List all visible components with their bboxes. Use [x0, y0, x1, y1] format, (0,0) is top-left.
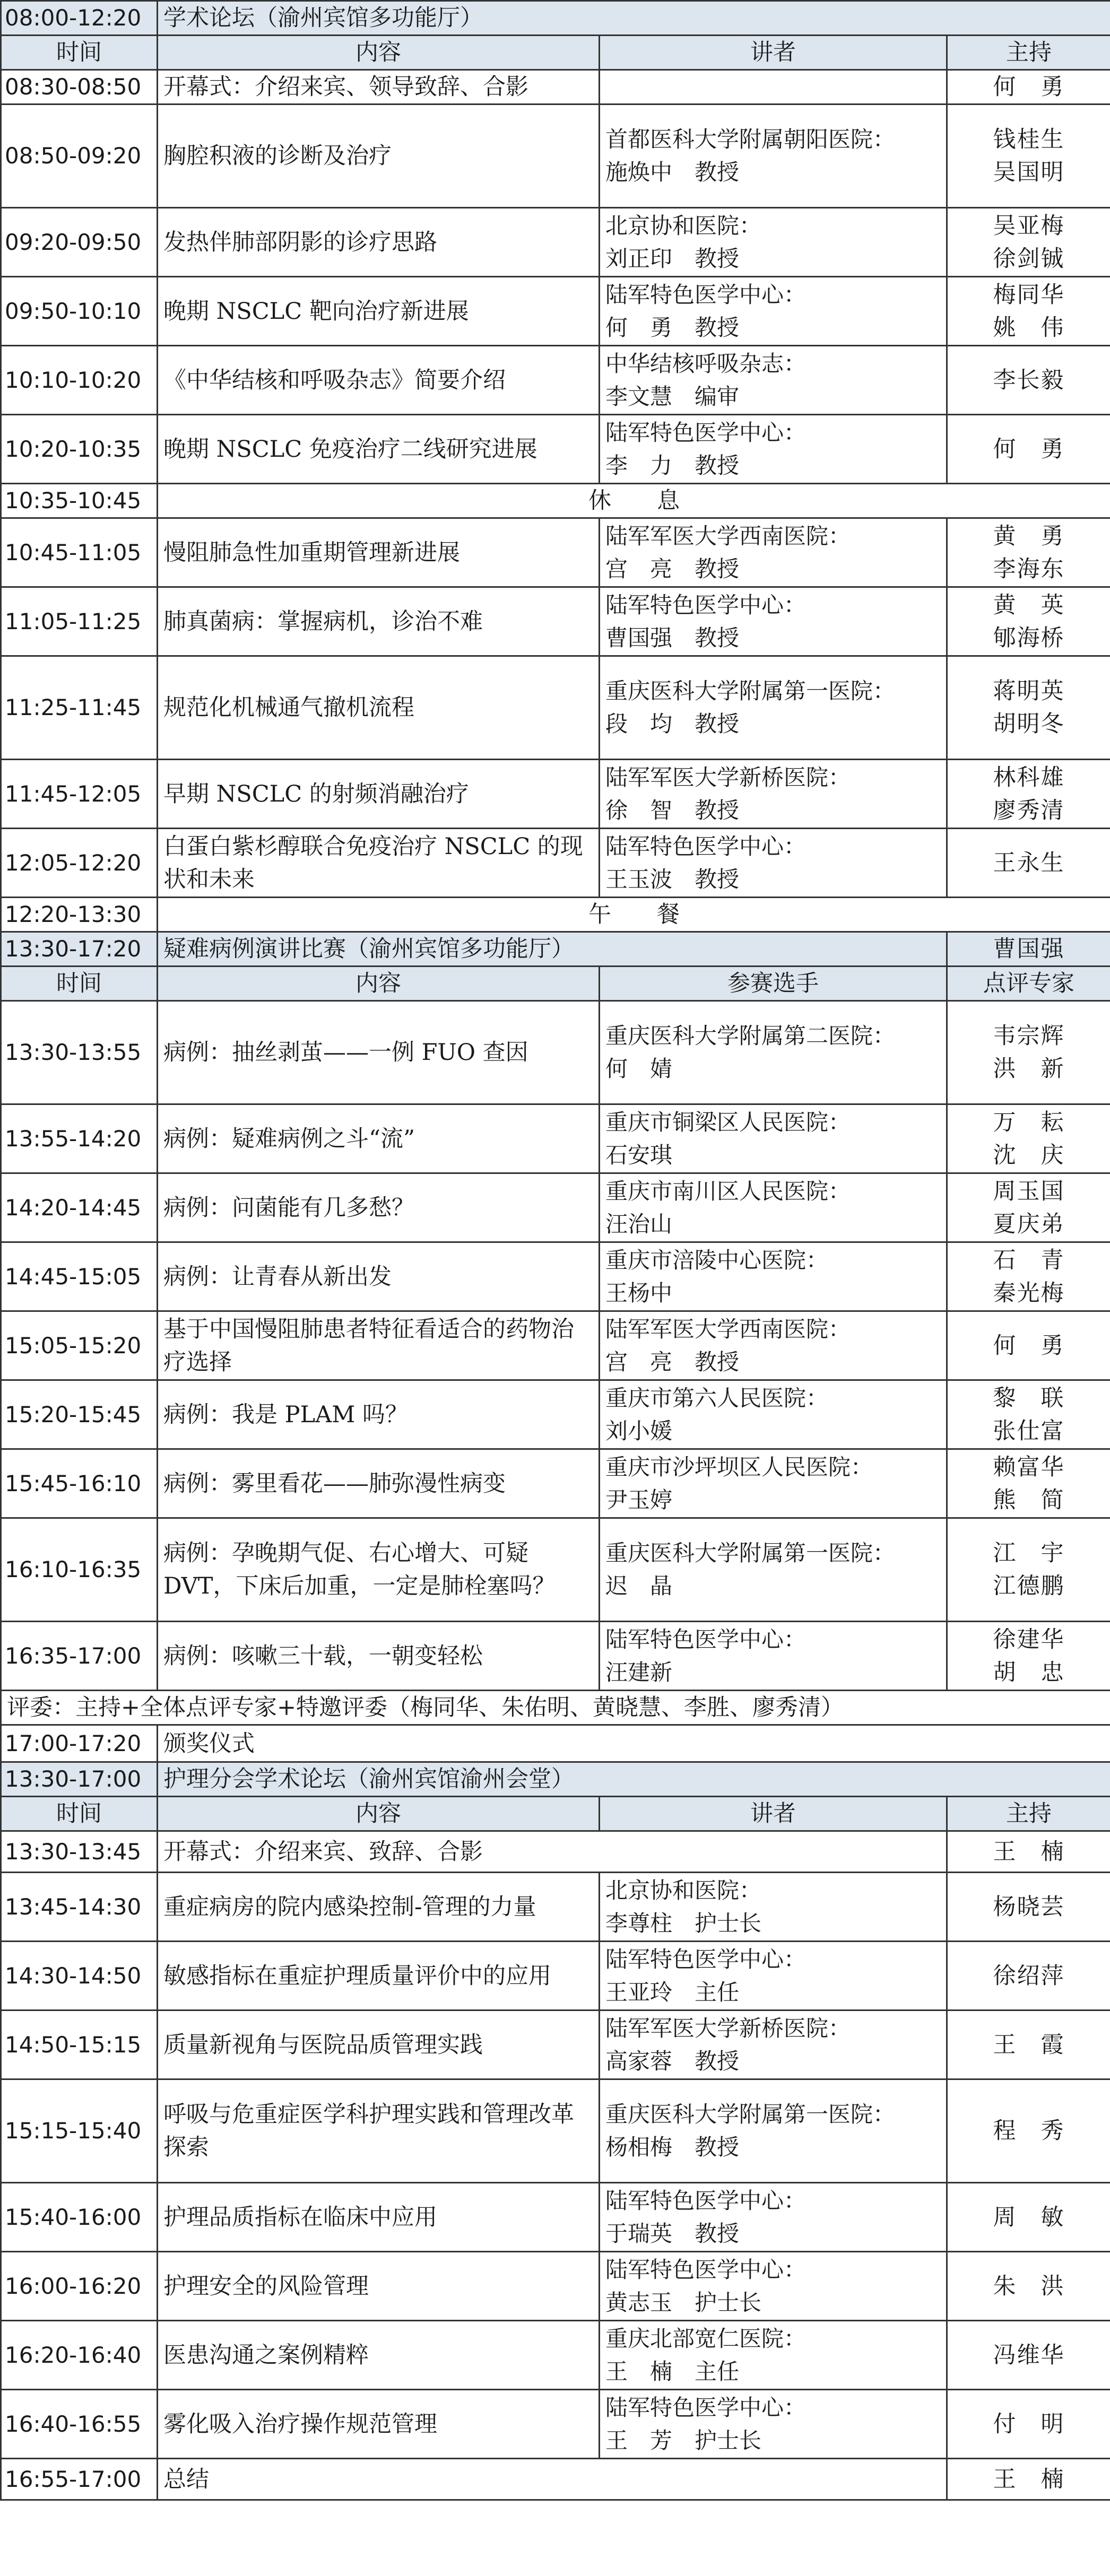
row-speaker: 重庆市铜梁区人民医院： 石安琪 [600, 1104, 947, 1173]
row-topic: 病例：孕晚期气促、右心增大、可疑 DVT，下床后加重，一定是肺栓塞吗？ [158, 1518, 600, 1622]
row-topic: 护理品质指标在临床中应用 [158, 2183, 600, 2252]
column-header-row [1, 1797, 1110, 1831]
row-topic: 胸腔积液的诊断及治疗 [158, 105, 600, 208]
row-host: 吴亚梅 徐剑铖 [947, 208, 1110, 277]
row-time: 10:35-10:45 [1, 484, 158, 518]
row-host: 朱 洪 [947, 2252, 1110, 2321]
schedule-row [1, 1449, 1110, 1518]
row-time: 11:45-12:05 [1, 760, 158, 829]
schedule-row [1, 1622, 1110, 1691]
session-time: 08:00-12:20 [1, 1, 158, 36]
row-host: 蒋明英 胡明冬 [947, 656, 1110, 760]
schedule-row [1, 208, 1110, 277]
column-header-host: 主持 [947, 36, 1110, 70]
column-header-row [1, 36, 1110, 70]
row-topic: 晚期 NSCLC 免疫治疗二线研究进展 [158, 415, 600, 484]
schedule-row [1, 656, 1110, 760]
row-topic: 病例：疑难病例之斗“流” [158, 1104, 600, 1173]
row-time: 13:30-13:45 [1, 1831, 158, 1873]
row-host: 黄 勇 李海东 [947, 518, 1110, 587]
row-speaker: 重庆医科大学附属第二医院： 何 婧 [600, 1001, 947, 1104]
column-header-time: 时间 [1, 967, 158, 1001]
row-topic: 《中华结核和呼吸杂志》简要介绍 [158, 346, 600, 415]
schedule-row [1, 1873, 1110, 1942]
row-speaker: 陆军特色医学中心： 王亚玲 主任 [600, 1942, 947, 2011]
row-topic: 重症病房的院内感染控制-管理的力量 [158, 1873, 600, 1942]
schedule-row [1, 277, 1110, 346]
schedule-row [1, 415, 1110, 484]
row-time: 11:25-11:45 [1, 656, 158, 760]
row-speaker: 陆军特色医学中心： 王玉波 教授 [600, 829, 947, 898]
schedule-row [1, 829, 1110, 898]
schedule-row [1, 1518, 1110, 1622]
row-topic: 慢阻肺急性加重期管理新进展 [158, 518, 600, 587]
row-time: 09:50-10:10 [1, 277, 158, 346]
row-time: 12:05-12:20 [1, 829, 158, 898]
row-host: 林科雄 廖秀清 [947, 760, 1110, 829]
row-host: 程 秀 [947, 2079, 1110, 2183]
column-header-speaker: 参赛选手 [600, 967, 947, 1001]
row-topic: 质量新视角与医院品质管理实践 [158, 2011, 600, 2079]
schedule-row [1, 1242, 1110, 1311]
row-host: 李长毅 [947, 346, 1110, 415]
row-time: 12:20-13:30 [1, 898, 158, 932]
row-host: 韦宗辉 洪 新 [947, 1001, 1110, 1104]
session-time: 13:30-17:20 [1, 932, 158, 967]
row-speaker: 陆军特色医学中心： 李 力 教授 [600, 415, 947, 484]
row-time: 15:45-16:10 [1, 1449, 158, 1518]
row-speaker: 重庆市涪陵中心医院： 王杨中 [600, 1242, 947, 1311]
schedule-row [1, 1104, 1110, 1173]
schedule-row [1, 2390, 1110, 2459]
row-speaker: 北京协和医院： 刘正印 教授 [600, 208, 947, 277]
row-time: 15:15-15:40 [1, 2079, 158, 2183]
row-topic: 基于中国慢阻肺患者特征看适合的药物治疗选择 [158, 1311, 600, 1380]
row-time: 10:10-10:20 [1, 346, 158, 415]
schedule-row [1, 1173, 1110, 1242]
row-speaker: 陆军特色医学中心： 王 芳 护士长 [600, 2390, 947, 2459]
schedule-row [1, 2183, 1110, 2252]
row-topic: 病例：抽丝剥茧——一例 FUO 查因 [158, 1001, 600, 1104]
row-topic: 早期 NSCLC 的射频消融治疗 [158, 760, 600, 829]
row-time: 11:05-11:25 [1, 587, 158, 656]
row-host: 杨晓芸 [947, 1873, 1110, 1942]
row-topic: 雾化吸入治疗操作规范管理 [158, 2390, 600, 2459]
row-host: 何 勇 [947, 415, 1110, 484]
row-host: 何 勇 [947, 70, 1110, 105]
judges-note: 评委：主持+全体点评专家+特邀评委（梅同华、朱佑明、黄晓慧、李胜、廖秀清） [1, 1691, 1110, 1725]
row-topic: 白蛋白紫杉醇联合免疫治疗 NSCLC 的现状和未来 [158, 829, 600, 898]
row-time: 16:35-17:00 [1, 1622, 158, 1691]
row-topic: 护理安全的风险管理 [158, 2252, 600, 2321]
row-host: 石 青 秦光梅 [947, 1242, 1110, 1311]
session-title: 疑难病例演讲比赛（渝州宾馆多功能厅） [158, 932, 947, 967]
row-speaker: 陆军军医大学西南医院： 宫 亮 教授 [600, 518, 947, 587]
schedule-row [1, 1001, 1110, 1104]
schedule-row [1, 2011, 1110, 2079]
row-speaker: 重庆北部宽仁医院： 王 楠 主任 [600, 2321, 947, 2390]
row-topic: 医患沟通之案例精粹 [158, 2321, 600, 2390]
schedule-row [1, 70, 1110, 105]
row-host: 徐绍萍 [947, 1942, 1110, 2011]
session-host: 曹国强 [947, 932, 1110, 967]
row-speaker: 陆军特色医学中心： 汪建新 [600, 1622, 947, 1691]
column-header-content: 内容 [158, 36, 600, 70]
row-host: 徐建华 胡 忠 [947, 1622, 1110, 1691]
column-header-row [1, 967, 1110, 1001]
schedule-row [1, 2079, 1110, 2183]
row-time: 10:45-11:05 [1, 518, 158, 587]
row-time: 16:20-16:40 [1, 2321, 158, 2390]
column-header-speaker: 讲者 [600, 36, 947, 70]
row-speaker: 陆军特色医学中心： 曹国强 教授 [600, 587, 947, 656]
row-speaker: 陆军特色医学中心： 何 勇 教授 [600, 277, 947, 346]
row-host: 赖富华 熊 简 [947, 1449, 1110, 1518]
column-header-speaker: 讲者 [600, 1797, 947, 1831]
row-speaker: 重庆市南川区人民医院： 汪治山 [600, 1173, 947, 1242]
column-header-time: 时间 [1, 36, 158, 70]
row-time: 08:30-08:50 [1, 70, 158, 105]
row-topic: 开幕式：介绍来宾、领导致辞、合影 [158, 70, 600, 105]
session-title: 护理分会学术论坛（渝州宾馆渝州会堂） [158, 1762, 1110, 1797]
column-header-time: 时间 [1, 1797, 158, 1831]
session-header [1, 1, 1110, 36]
row-topic: 病例：咳嗽三十载，一朝变轻松 [158, 1622, 600, 1691]
row-time: 10:20-10:35 [1, 415, 158, 484]
schedule-row [1, 2252, 1110, 2321]
row-time: 16:10-16:35 [1, 1518, 158, 1622]
row-host: 江 宇 江德鹏 [947, 1518, 1110, 1622]
row-host: 冯维华 [947, 2321, 1110, 2390]
row-topic: 呼吸与危重症医学科护理实践和管理改革探索 [158, 2079, 600, 2183]
break-label: 午 餐 [158, 898, 1110, 932]
row-time: 13:45-14:30 [1, 1873, 158, 1942]
schedule-row [1, 1311, 1110, 1380]
judges-row [1, 1691, 1110, 1725]
session-header [1, 932, 1110, 967]
column-header-content: 内容 [158, 1797, 600, 1831]
row-host: 周玉国 夏庆弟 [947, 1173, 1110, 1242]
row-time: 14:45-15:05 [1, 1242, 158, 1311]
row-speaker: 重庆市第六人民医院： 刘小媛 [600, 1380, 947, 1449]
row-time: 08:50-09:20 [1, 105, 158, 208]
row-speaker: 重庆医科大学附属第一医院： 杨相梅 教授 [600, 2079, 947, 2183]
row-host: 周 敏 [947, 2183, 1110, 2252]
session-title: 学术论坛（渝州宾馆多功能厅） [158, 1, 1110, 36]
row-host: 万 耘 沈 庆 [947, 1104, 1110, 1173]
row-time: 15:40-16:00 [1, 2183, 158, 2252]
column-header-host: 点评专家 [947, 967, 1110, 1001]
row-time: 09:20-09:50 [1, 208, 158, 277]
row-time: 13:55-14:20 [1, 1104, 158, 1173]
row-speaker: 中华结核呼吸杂志： 李文慧 编审 [600, 346, 947, 415]
row-time: 16:55-17:00 [1, 2459, 158, 2500]
column-header-content: 内容 [158, 967, 600, 1001]
session-header [1, 1762, 1110, 1797]
schedule-row [1, 1380, 1110, 1449]
schedule-row [1, 2459, 1110, 2500]
row-speaker: 北京协和医院： 李尊柱 护士长 [600, 1873, 947, 1942]
schedule-row [1, 105, 1110, 208]
row-speaker [600, 70, 947, 105]
break-row [1, 484, 1110, 518]
schedule-row [1, 2321, 1110, 2390]
row-host: 梅同华 姚 伟 [947, 277, 1110, 346]
row-speaker: 陆军军医大学新桥医院： 高家蓉 教授 [600, 2011, 947, 2079]
row-topic: 肺真菌病：掌握病机，诊治不难 [158, 587, 600, 656]
row-speaker: 重庆医科大学附属第一医院： 段 均 教授 [600, 656, 947, 760]
schedule-row [1, 518, 1110, 587]
row-topic: 发热伴肺部阴影的诊疗思路 [158, 208, 600, 277]
row-topic: 敏感指标在重症护理质量评价中的应用 [158, 1942, 600, 2011]
break-label: 休 息 [158, 484, 1110, 518]
row-host: 黎 联 张仕富 [947, 1380, 1110, 1449]
row-speaker: 陆军特色医学中心： 于瑞英 教授 [600, 2183, 947, 2252]
row-host: 付 明 [947, 2390, 1110, 2459]
row-host: 王 楠 [947, 2459, 1110, 2500]
row-topic: 病例：让青春从新出发 [158, 1242, 600, 1311]
session-time: 13:30-17:00 [1, 1762, 158, 1797]
row-speaker: 陆军军医大学西南医院： 宫 亮 教授 [600, 1311, 947, 1380]
schedule-row [1, 1725, 1110, 1762]
row-topic: 开幕式：介绍来宾、致辞、合影 [158, 1831, 947, 1873]
row-host: 黄 英 郇海桥 [947, 587, 1110, 656]
row-speaker: 首都医科大学附属朝阳医院： 施焕中 教授 [600, 105, 947, 208]
row-time: 16:40-16:55 [1, 2390, 158, 2459]
schedule-row [1, 346, 1110, 415]
row-speaker: 重庆医科大学附属第一医院： 迟 晶 [600, 1518, 947, 1622]
schedule-row [1, 760, 1110, 829]
schedule-row [1, 1831, 1110, 1873]
row-time: 16:00-16:20 [1, 2252, 158, 2321]
row-time: 13:30-13:55 [1, 1001, 158, 1104]
schedule-row [1, 587, 1110, 656]
row-host: 王 楠 [947, 1831, 1110, 1873]
row-speaker: 陆军特色医学中心： 黄志玉 护士长 [600, 2252, 947, 2321]
row-host: 钱桂生 吴国明 [947, 105, 1110, 208]
row-time: 15:20-15:45 [1, 1380, 158, 1449]
row-time: 17:00-17:20 [1, 1725, 158, 1762]
row-time: 14:30-14:50 [1, 1942, 158, 2011]
column-header-host: 主持 [947, 1797, 1110, 1831]
row-time: 14:20-14:45 [1, 1173, 158, 1242]
row-topic: 规范化机械通气撤机流程 [158, 656, 600, 760]
row-host: 王 霞 [947, 2011, 1110, 2079]
row-host: 王永生 [947, 829, 1110, 898]
row-time: 14:50-15:15 [1, 2011, 158, 2079]
row-speaker: 重庆市沙坪坝区人民医院： 尹玉婷 [600, 1449, 947, 1518]
schedule-body [1, 1, 1110, 2500]
row-topic: 病例：问菌能有几多愁？ [158, 1173, 600, 1242]
schedule-row [1, 1942, 1110, 2011]
break-row [1, 898, 1110, 932]
row-host: 何 勇 [947, 1311, 1110, 1380]
row-topic: 颁奖仪式 [158, 1725, 1110, 1762]
row-topic: 晚期 NSCLC 靶向治疗新进展 [158, 277, 600, 346]
row-topic: 总结 [158, 2459, 947, 2500]
row-topic: 病例：我是 PLAM 吗？ [158, 1380, 600, 1449]
row-speaker: 陆军军医大学新桥医院： 徐 智 教授 [600, 760, 947, 829]
row-topic: 病例：雾里看花——肺弥漫性病变 [158, 1449, 600, 1518]
row-time: 15:05-15:20 [1, 1311, 158, 1380]
